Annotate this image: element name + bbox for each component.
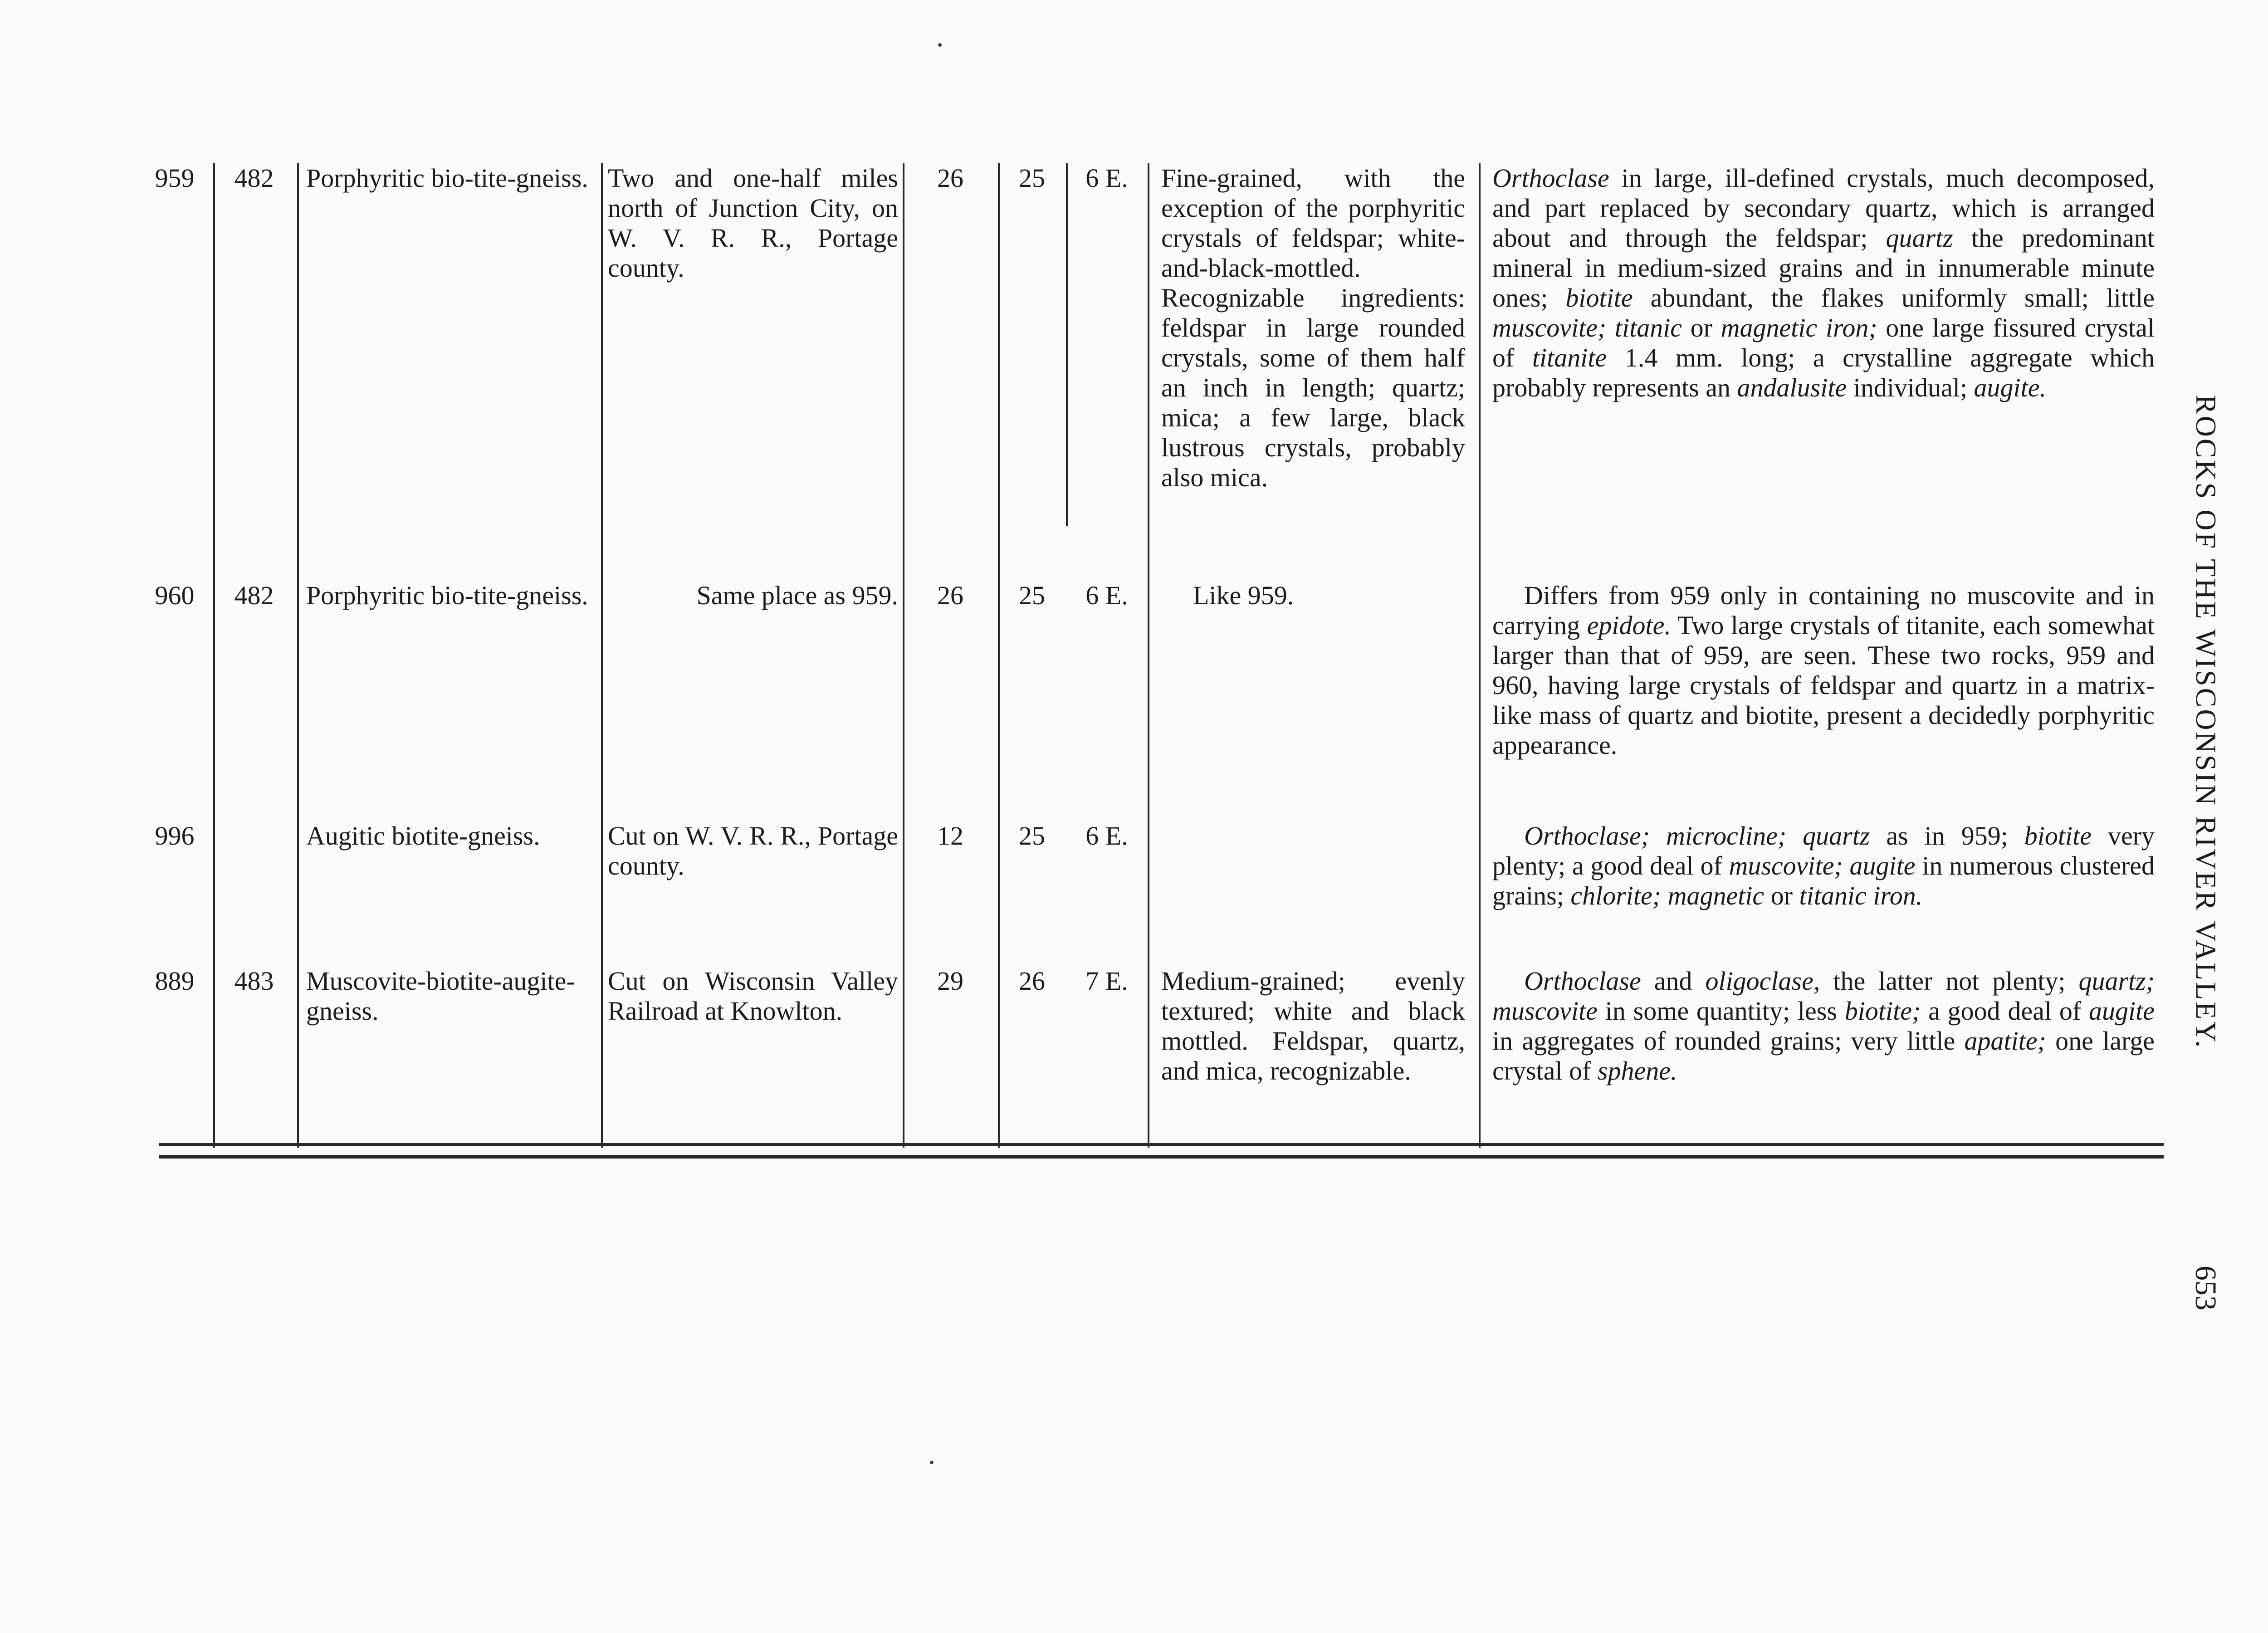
mineral-name: sphene. (1597, 1056, 1677, 1085)
row-960-number: 960 (155, 581, 195, 610)
row-889-macroscopic: Medium-grained; evenly textured; white and black mottled. Feldspar, quartz, and mica, recognizable. (1161, 966, 1465, 1085)
mineral-name: muscovite; titanic (1492, 313, 1682, 342)
row-996-number: 996 (155, 821, 195, 851)
row-996-town: 25 (1019, 821, 1045, 851)
description-text: one large fissured crystal of (1492, 313, 2155, 372)
description-text: abundant, the flakes uniformly small; little (1633, 283, 2155, 313)
row-960-locality: Same place as 959. (696, 581, 898, 610)
description-text: Differs from 959 only in containing no muscovite and in carrying (1492, 581, 2155, 640)
running-head-title: ROCKS OF THE WISCONSIN RIVER VALLEY. (2190, 395, 2222, 1050)
column-rule (1148, 163, 1149, 1148)
row-889-number: 889 (155, 966, 195, 996)
mineral-name: quartz (1886, 223, 1953, 253)
page-number: 653 (2189, 1266, 2222, 1310)
mineral-name: augite. (1974, 373, 2047, 402)
mineral-name: Orthoclase (1524, 966, 1641, 996)
row-959-town: 25 (1019, 163, 1045, 193)
row-960-sec: 26 (937, 581, 963, 610)
description-text: a good deal of (1921, 996, 2089, 1026)
row-889-rock-name: Muscovite-biotite-augite-gneiss. (306, 966, 575, 1026)
description-text: in aggregates of rounded grains; very little (1492, 1026, 1965, 1056)
mineral-name: magnetic iron; (1721, 313, 1877, 342)
description-text: or (1764, 881, 1799, 910)
column-rule (1479, 163, 1481, 1148)
description-text: in numerous clustered grains; (1492, 851, 2155, 910)
mineral-name: apatite; (1964, 1026, 2046, 1056)
table-bottom-rule (159, 1143, 2164, 1146)
column-rule (297, 163, 299, 1148)
column-rule (213, 163, 215, 1148)
mineral-name: andalusite (1737, 373, 1847, 402)
mineral-name: oligoclase, (1705, 966, 1820, 996)
row-889-section-no: 483 (234, 966, 274, 996)
description-text: in large, ill-defined crystals, much decomposed, and part replaced by secondary quartz, which is arranged about and through the feldspar; (1492, 163, 2155, 253)
row-996-locality: Cut on W. V. R. R., Portage county. (608, 821, 898, 880)
description-text: the predominant mineral in medium-sized grains and in innumerable minute ones; (1492, 223, 2155, 313)
row-960-section-no: 482 (234, 581, 274, 610)
row-889-microscopic (1492, 966, 2155, 1086)
description-text: individual; (1847, 373, 1974, 402)
mineral-name: titanic iron. (1799, 881, 1923, 910)
mineral-name: Orthoclase; microcline; quartz (1524, 821, 1870, 851)
row-959-number: 959 (155, 163, 195, 193)
column-rule (998, 163, 1000, 1148)
row-889-locality: Cut on Wisconsin Valley Railroad at Knowlton. (608, 966, 898, 1026)
row-960-rock-name: Porphyritic bio-tite-gneiss. (306, 581, 588, 610)
row-960-microscopic (1492, 581, 2155, 760)
mineral-name: chlorite; magnetic (1570, 881, 1765, 910)
row-959-sec: 26 (937, 163, 963, 193)
description-text: the latter not plenty; (1820, 966, 2079, 996)
mineral-name: biotite; (1844, 996, 1921, 1026)
column-rule (1066, 163, 1068, 526)
description-text: or (1682, 313, 1721, 342)
row-996-microscopic (1492, 821, 2155, 911)
description-text: 1.4 mm. long; a crystalline aggregate which probably represents an (1492, 343, 2155, 402)
row-959-range: 6 E. (1085, 163, 1128, 193)
row-959-section-no: 482 (234, 163, 274, 193)
row-959-rock-name: Porphyritic bio-tite-gneiss. (306, 163, 588, 193)
scan-speck (938, 43, 942, 47)
row-996-sec: 12 (937, 821, 963, 851)
mineral-name: biotite (1565, 283, 1633, 313)
mineral-name: epidote. (1587, 611, 1671, 640)
mineral-name: augite (2089, 996, 2155, 1026)
description-text: as in 959; (1870, 821, 2024, 851)
row-959-microscopic (1492, 163, 2155, 403)
mineral-name: muscovite; augite (1729, 851, 1916, 880)
mineral-name: biotite (2024, 821, 2092, 851)
row-960-town: 25 (1019, 581, 1045, 610)
row-959-macroscopic: Fine-grained, with the exception of the porphyritic crystals of feldspar; white-and-black-mottled. Recognizable ingredients: feldspar in large rounded crystals, some of them half an inch in length; quartz; mica; a few large, black lustrous crystals, probably also mica. (1161, 163, 1465, 492)
row-960-range: 6 E. (1085, 581, 1128, 610)
row-960-macroscopic: Like 959. (1193, 581, 1294, 610)
description-text: in some quantity; less (1597, 996, 1845, 1026)
row-996-rock-name: Augitic biotite-gneiss. (306, 821, 540, 851)
description-text: one large crystal of (1492, 1026, 2155, 1085)
mineral-name: titanite (1532, 343, 1607, 372)
description-text: very plenty; a good deal of (1492, 821, 2155, 880)
row-996-range: 6 E. (1085, 821, 1128, 851)
description-text: and (1641, 966, 1706, 996)
column-rule (601, 163, 603, 1148)
scan-speck (930, 1461, 934, 1464)
table-bottom-rule (159, 1155, 2164, 1159)
description-text: Two large crystals of titanite, each somewhat larger than that of 959, are seen. These two rocks, 959 and 960, having large crystals of feldspar and quartz in a matrix-like mass of quartz and biotite, present a decidedly porphyritic appearance. (1492, 611, 2155, 760)
row-959-locality: Two and one-half miles north of Junction City, on W. V. R. R., Portage county. (608, 163, 898, 283)
row-889-range: 7 E. (1085, 966, 1128, 996)
mineral-name: Orthoclase (1492, 163, 1609, 193)
row-889-town: 26 (1019, 966, 1045, 996)
mineral-name: quartz; muscovite (1492, 966, 2155, 1026)
column-rule (903, 163, 904, 1148)
row-889-sec: 29 (937, 966, 963, 996)
